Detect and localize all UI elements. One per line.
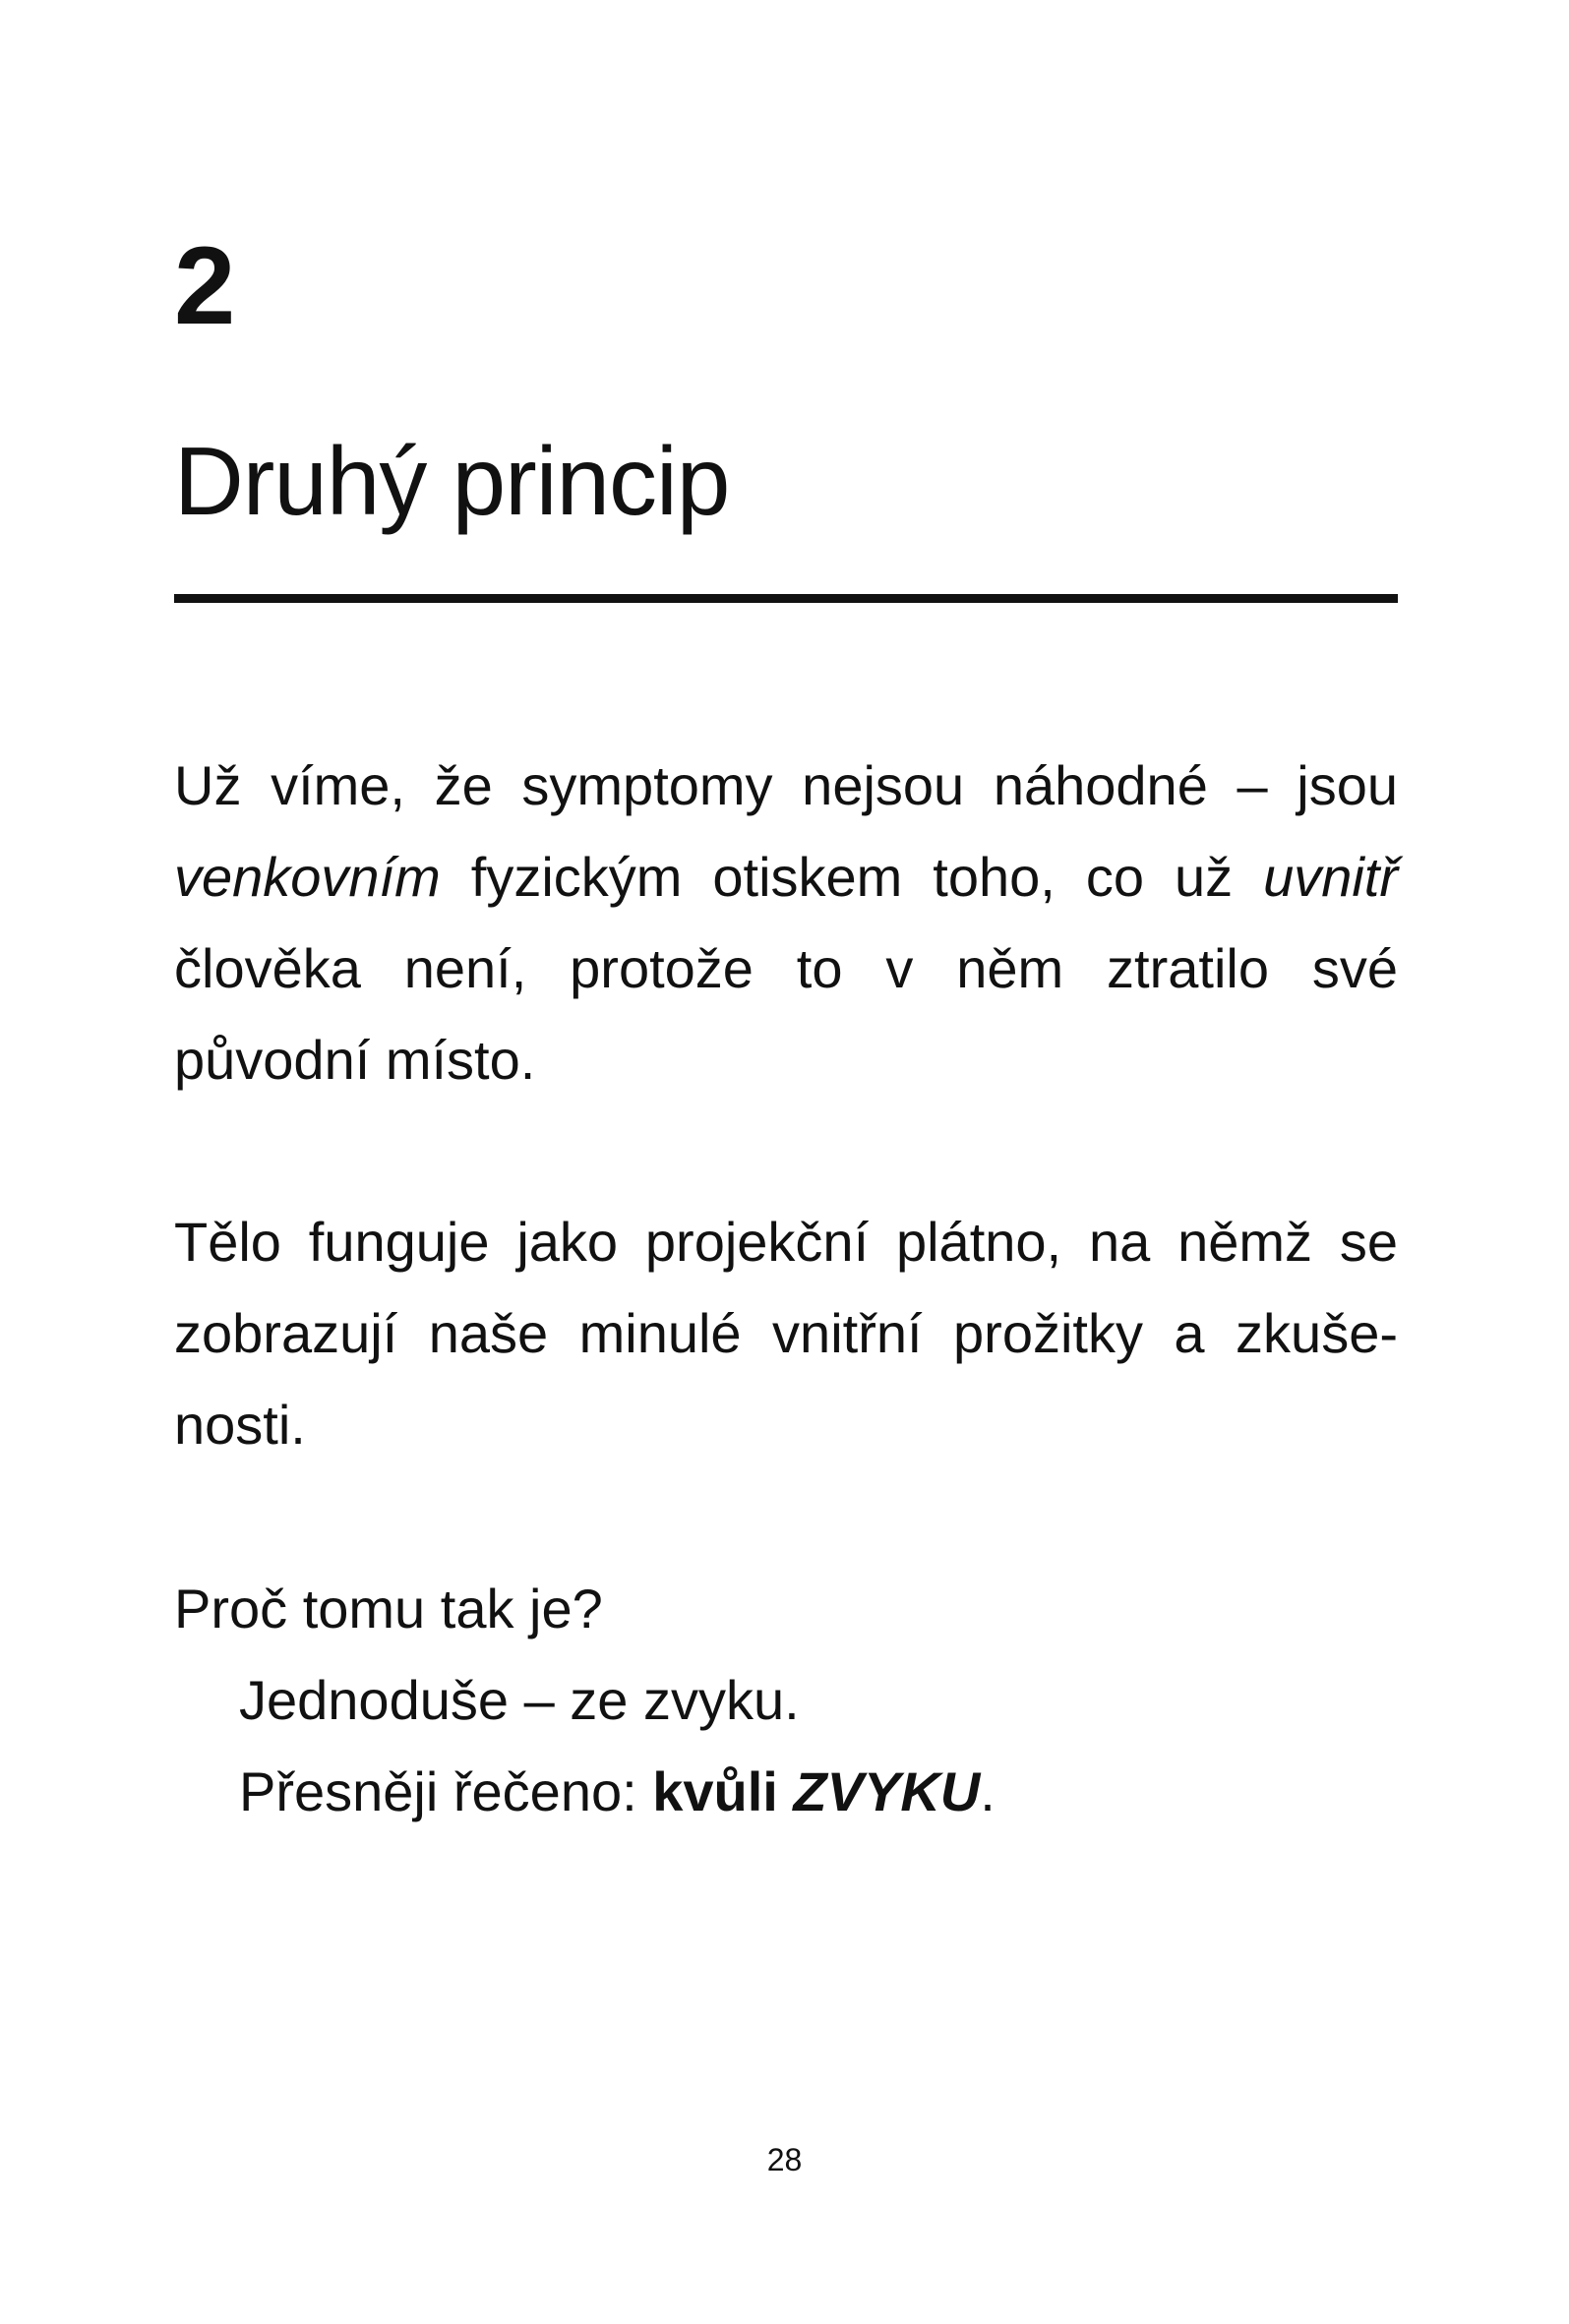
question-line: Proč tomu tak je?: [174, 1578, 603, 1639]
paragraph-why: [174, 1563, 1398, 1837]
zvyku-emphasis: ZVYKU: [793, 1760, 981, 1822]
title-divider: [174, 594, 1398, 603]
chapter-title: Druhý princip: [174, 427, 730, 535]
precise-bold-italic-zvyku: [793, 1760, 980, 1822]
page-number: 28: [766, 2142, 803, 2177]
precise-prefix: Přesněji řečeno:: [239, 1760, 653, 1822]
chapter-number: 2: [174, 224, 236, 347]
paragraph-1-text-a: Už víme, že symptomy nejsou náhodné – jsou: [174, 754, 1398, 816]
answer-line: Jednoduše – ze zvyku.: [239, 1669, 800, 1731]
paragraph-1-text-b: fyzickým otiskem toho, co už: [440, 846, 1264, 908]
precise-line: [174, 1746, 1398, 1837]
paragraph-1-italic-venkovnim: venkovním: [174, 846, 441, 908]
paragraph-body-projection: Tělo funguje jako projekční plátno, na němž se zobrazují naše minulé vnitřní prožitky a zkuše-nosti.: [174, 1211, 1398, 1456]
paragraph-symptoms: [174, 740, 1398, 1105]
precise-space: [778, 1760, 794, 1822]
precise-end: .: [980, 1760, 996, 1822]
paragraph-1-italic-uvnitr: uvnitř: [1263, 846, 1398, 908]
paragraph-1-text-c: člověka není, protože to v něm ztratilo své původní místo.: [174, 937, 1398, 1091]
precise-bold-kvuli: kvůli: [652, 1760, 778, 1822]
